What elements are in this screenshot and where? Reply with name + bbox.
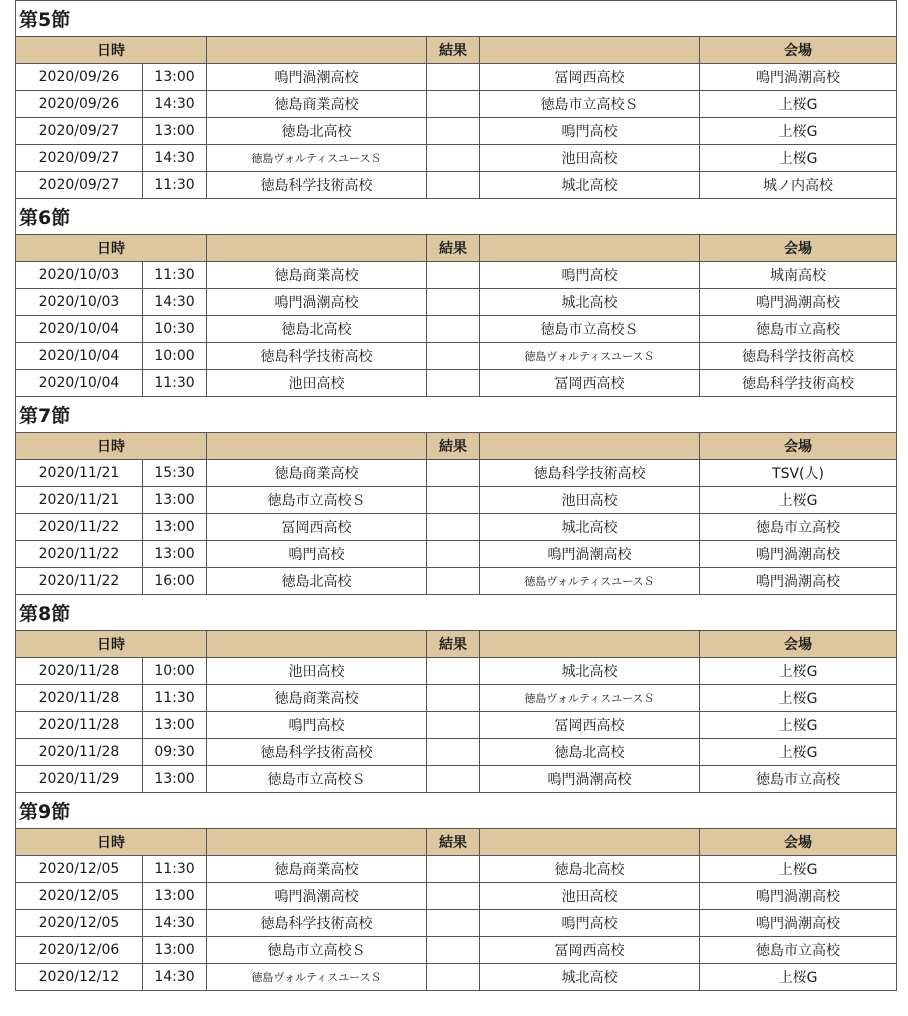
match-date: 2020/12/06 [16,937,143,964]
home-team: 鳴門高校 [207,541,427,568]
match-date: 2020/11/29 [16,766,143,793]
home-team: 徳島商業高校 [207,460,427,487]
match-row [16,910,897,937]
header-row [16,37,897,64]
match-venue: 徳島科学技術高校 [700,370,897,397]
match-row [16,541,897,568]
home-team: 鳴門渦潮高校 [207,289,427,316]
venue-header: 会場 [700,829,897,856]
home-team: 徳島北高校 [207,568,427,595]
match-row [16,487,897,514]
match-venue: TSV(人) [700,460,897,487]
match-date: 2020/09/27 [16,118,143,145]
match-result [427,289,480,316]
match-venue: 城ノ内高校 [700,172,897,199]
match-result [427,64,480,91]
home-team: 徳島ヴォルティスユースＳ [207,145,427,172]
match-time: 13:00 [143,766,207,793]
match-venue: 上桜G [700,712,897,739]
match-date: 2020/11/22 [16,514,143,541]
schedule-body [16,1,897,991]
match-date: 2020/09/27 [16,172,143,199]
match-time: 13:00 [143,937,207,964]
match-result [427,370,480,397]
match-date: 2020/11/28 [16,685,143,712]
match-date: 2020/11/28 [16,658,143,685]
match-venue: 徳島市立高校 [700,316,897,343]
datetime-header: 日時 [16,433,207,460]
match-result [427,262,480,289]
match-venue: 上桜G [700,145,897,172]
datetime-header: 日時 [16,631,207,658]
match-result [427,172,480,199]
datetime-header: 日時 [16,37,207,64]
away-team: 徳島ヴォルティスユースＳ [480,343,700,370]
match-time: 10:00 [143,658,207,685]
away-team: 城北高校 [480,514,700,541]
match-row [16,766,897,793]
match-result [427,460,480,487]
match-venue: 徳島市立高校 [700,766,897,793]
match-row [16,289,897,316]
match-time: 11:30 [143,262,207,289]
home-team: 徳島市立高校Ｓ [207,937,427,964]
match-row [16,568,897,595]
match-result [427,937,480,964]
match-row [16,856,897,883]
match-time: 13:00 [143,514,207,541]
match-time: 11:30 [143,370,207,397]
result-header: 結果 [427,433,480,460]
match-row [16,64,897,91]
match-result [427,910,480,937]
away-team: 徳島北高校 [480,856,700,883]
home-team: 徳島商業高校 [207,856,427,883]
match-date: 2020/12/05 [16,856,143,883]
match-result [427,712,480,739]
match-result [427,568,480,595]
match-time: 13:00 [143,712,207,739]
match-result [427,487,480,514]
away-team: 徳島ヴォルティスユースＳ [480,685,700,712]
match-row [16,937,897,964]
match-venue: 鳴門渦潮高校 [700,568,897,595]
home-team: 冨岡西高校 [207,514,427,541]
away-team: 鳴門高校 [480,118,700,145]
away-team: 池田高校 [480,487,700,514]
schedule-sheet [15,0,896,991]
header-row [16,631,897,658]
home-team: 徳島ヴォルティスユースＳ [207,964,427,991]
round-title-row [16,199,897,235]
home-team: 徳島科学技術高校 [207,343,427,370]
match-row [16,685,897,712]
match-time: 14:30 [143,145,207,172]
match-time: 14:30 [143,910,207,937]
venue-header: 会場 [700,235,897,262]
match-row [16,343,897,370]
away-team: 鳴門高校 [480,262,700,289]
match-venue: 鳴門渦潮高校 [700,910,897,937]
home-team: 徳島商業高校 [207,91,427,118]
header-row [16,829,897,856]
away-team: 徳島市立高校Ｓ [480,316,700,343]
venue-header: 会場 [700,433,897,460]
match-result [427,118,480,145]
match-time: 09:30 [143,739,207,766]
home-team: 徳島科学技術高校 [207,739,427,766]
match-time: 10:00 [143,343,207,370]
venue-header: 会場 [700,37,897,64]
round-title-row [16,793,897,829]
match-venue: 城南高校 [700,262,897,289]
round-title: 第5節 [16,1,897,37]
match-venue: 上桜G [700,685,897,712]
match-venue: 鳴門渦潮高校 [700,64,897,91]
match-time: 14:30 [143,964,207,991]
match-result [427,739,480,766]
match-venue: 徳島市立高校 [700,937,897,964]
match-row [16,172,897,199]
match-venue: 鳴門渦潮高校 [700,289,897,316]
away-team: 冨岡西高校 [480,712,700,739]
match-date: 2020/12/05 [16,910,143,937]
match-result [427,685,480,712]
away-team: 鳴門高校 [480,910,700,937]
match-venue: 上桜G [700,964,897,991]
away-team: 鳴門渦潮高校 [480,541,700,568]
away-team: 徳島ヴォルティスユースＳ [480,568,700,595]
match-venue: 上桜G [700,739,897,766]
away-team: 徳島北高校 [480,739,700,766]
match-result [427,658,480,685]
match-result [427,145,480,172]
match-date: 2020/11/21 [16,460,143,487]
round-title-row [16,1,897,37]
match-row [16,460,897,487]
away-team-header [480,631,700,658]
round-title-row [16,397,897,433]
home-team: 池田高校 [207,370,427,397]
home-team: 徳島北高校 [207,316,427,343]
match-row [16,964,897,991]
header-row [16,235,897,262]
result-header: 結果 [427,829,480,856]
match-result [427,856,480,883]
match-date: 2020/11/28 [16,739,143,766]
away-team: 城北高校 [480,172,700,199]
round-title: 第7節 [16,397,897,433]
datetime-header: 日時 [16,829,207,856]
match-result [427,91,480,118]
match-time: 11:30 [143,856,207,883]
round-title: 第6節 [16,199,897,235]
match-row [16,262,897,289]
match-result [427,964,480,991]
match-row [16,370,897,397]
away-team-header [480,235,700,262]
match-date: 2020/09/27 [16,145,143,172]
datetime-header: 日時 [16,235,207,262]
away-team-header [480,433,700,460]
match-time: 14:30 [143,91,207,118]
match-venue: 徳島市立高校 [700,514,897,541]
match-date: 2020/10/04 [16,343,143,370]
away-team: 鳴門渦潮高校 [480,766,700,793]
match-date: 2020/11/22 [16,568,143,595]
home-team: 徳島市立高校Ｓ [207,487,427,514]
match-time: 11:30 [143,685,207,712]
home-team: 徳島商業高校 [207,262,427,289]
schedule-table [15,0,897,991]
match-row [16,91,897,118]
match-result [427,883,480,910]
match-date: 2020/09/26 [16,91,143,118]
home-team: 鳴門高校 [207,712,427,739]
away-team: 冨岡西高校 [480,370,700,397]
home-team: 徳島科学技術高校 [207,172,427,199]
match-date: 2020/11/21 [16,487,143,514]
match-venue: 鳴門渦潮高校 [700,883,897,910]
match-row [16,514,897,541]
match-date: 2020/11/22 [16,541,143,568]
match-date: 2020/12/05 [16,883,143,910]
away-team-header [480,829,700,856]
match-venue: 上桜G [700,118,897,145]
away-team: 池田高校 [480,145,700,172]
match-time: 13:00 [143,118,207,145]
home-team: 徳島科学技術高校 [207,910,427,937]
away-team-header [480,37,700,64]
home-team: 鳴門渦潮高校 [207,64,427,91]
match-venue: 徳島科学技術高校 [700,343,897,370]
venue-header: 会場 [700,631,897,658]
match-venue: 上桜G [700,91,897,118]
home-team-header [207,829,427,856]
match-row [16,739,897,766]
match-date: 2020/09/26 [16,64,143,91]
home-team-header [207,235,427,262]
home-team-header [207,433,427,460]
match-date: 2020/10/03 [16,289,143,316]
away-team: 城北高校 [480,964,700,991]
match-time: 16:00 [143,568,207,595]
match-venue: 上桜G [700,658,897,685]
match-date: 2020/10/04 [16,316,143,343]
match-row [16,712,897,739]
result-header: 結果 [427,37,480,64]
match-row [16,145,897,172]
match-date: 2020/11/28 [16,712,143,739]
match-time: 14:30 [143,289,207,316]
round-title: 第9節 [16,793,897,829]
away-team: 徳島市立高校Ｓ [480,91,700,118]
match-result [427,541,480,568]
match-time: 13:00 [143,883,207,910]
match-date: 2020/12/12 [16,964,143,991]
match-result [427,514,480,541]
match-row [16,316,897,343]
away-team: 池田高校 [480,883,700,910]
home-team: 徳島商業高校 [207,685,427,712]
away-team: 冨岡西高校 [480,64,700,91]
match-venue: 鳴門渦潮高校 [700,541,897,568]
home-team: 徳島北高校 [207,118,427,145]
away-team: 徳島科学技術高校 [480,460,700,487]
match-result [427,316,480,343]
match-venue: 上桜G [700,487,897,514]
header-row [16,433,897,460]
round-title-row [16,595,897,631]
away-team: 城北高校 [480,289,700,316]
away-team: 冨岡西高校 [480,937,700,964]
match-result [427,766,480,793]
match-date: 2020/10/04 [16,370,143,397]
home-team-header [207,37,427,64]
round-title: 第8節 [16,595,897,631]
result-header: 結果 [427,631,480,658]
match-time: 15:30 [143,460,207,487]
home-team: 鳴門渦潮高校 [207,883,427,910]
match-date: 2020/10/03 [16,262,143,289]
match-row [16,883,897,910]
match-time: 10:30 [143,316,207,343]
away-team: 城北高校 [480,658,700,685]
match-time: 13:00 [143,541,207,568]
home-team: 徳島市立高校Ｓ [207,766,427,793]
match-row [16,658,897,685]
result-header: 結果 [427,235,480,262]
home-team: 池田高校 [207,658,427,685]
match-result [427,343,480,370]
home-team-header [207,631,427,658]
match-row [16,118,897,145]
match-time: 13:00 [143,487,207,514]
match-time: 11:30 [143,172,207,199]
match-time: 13:00 [143,64,207,91]
match-venue: 上桜G [700,856,897,883]
